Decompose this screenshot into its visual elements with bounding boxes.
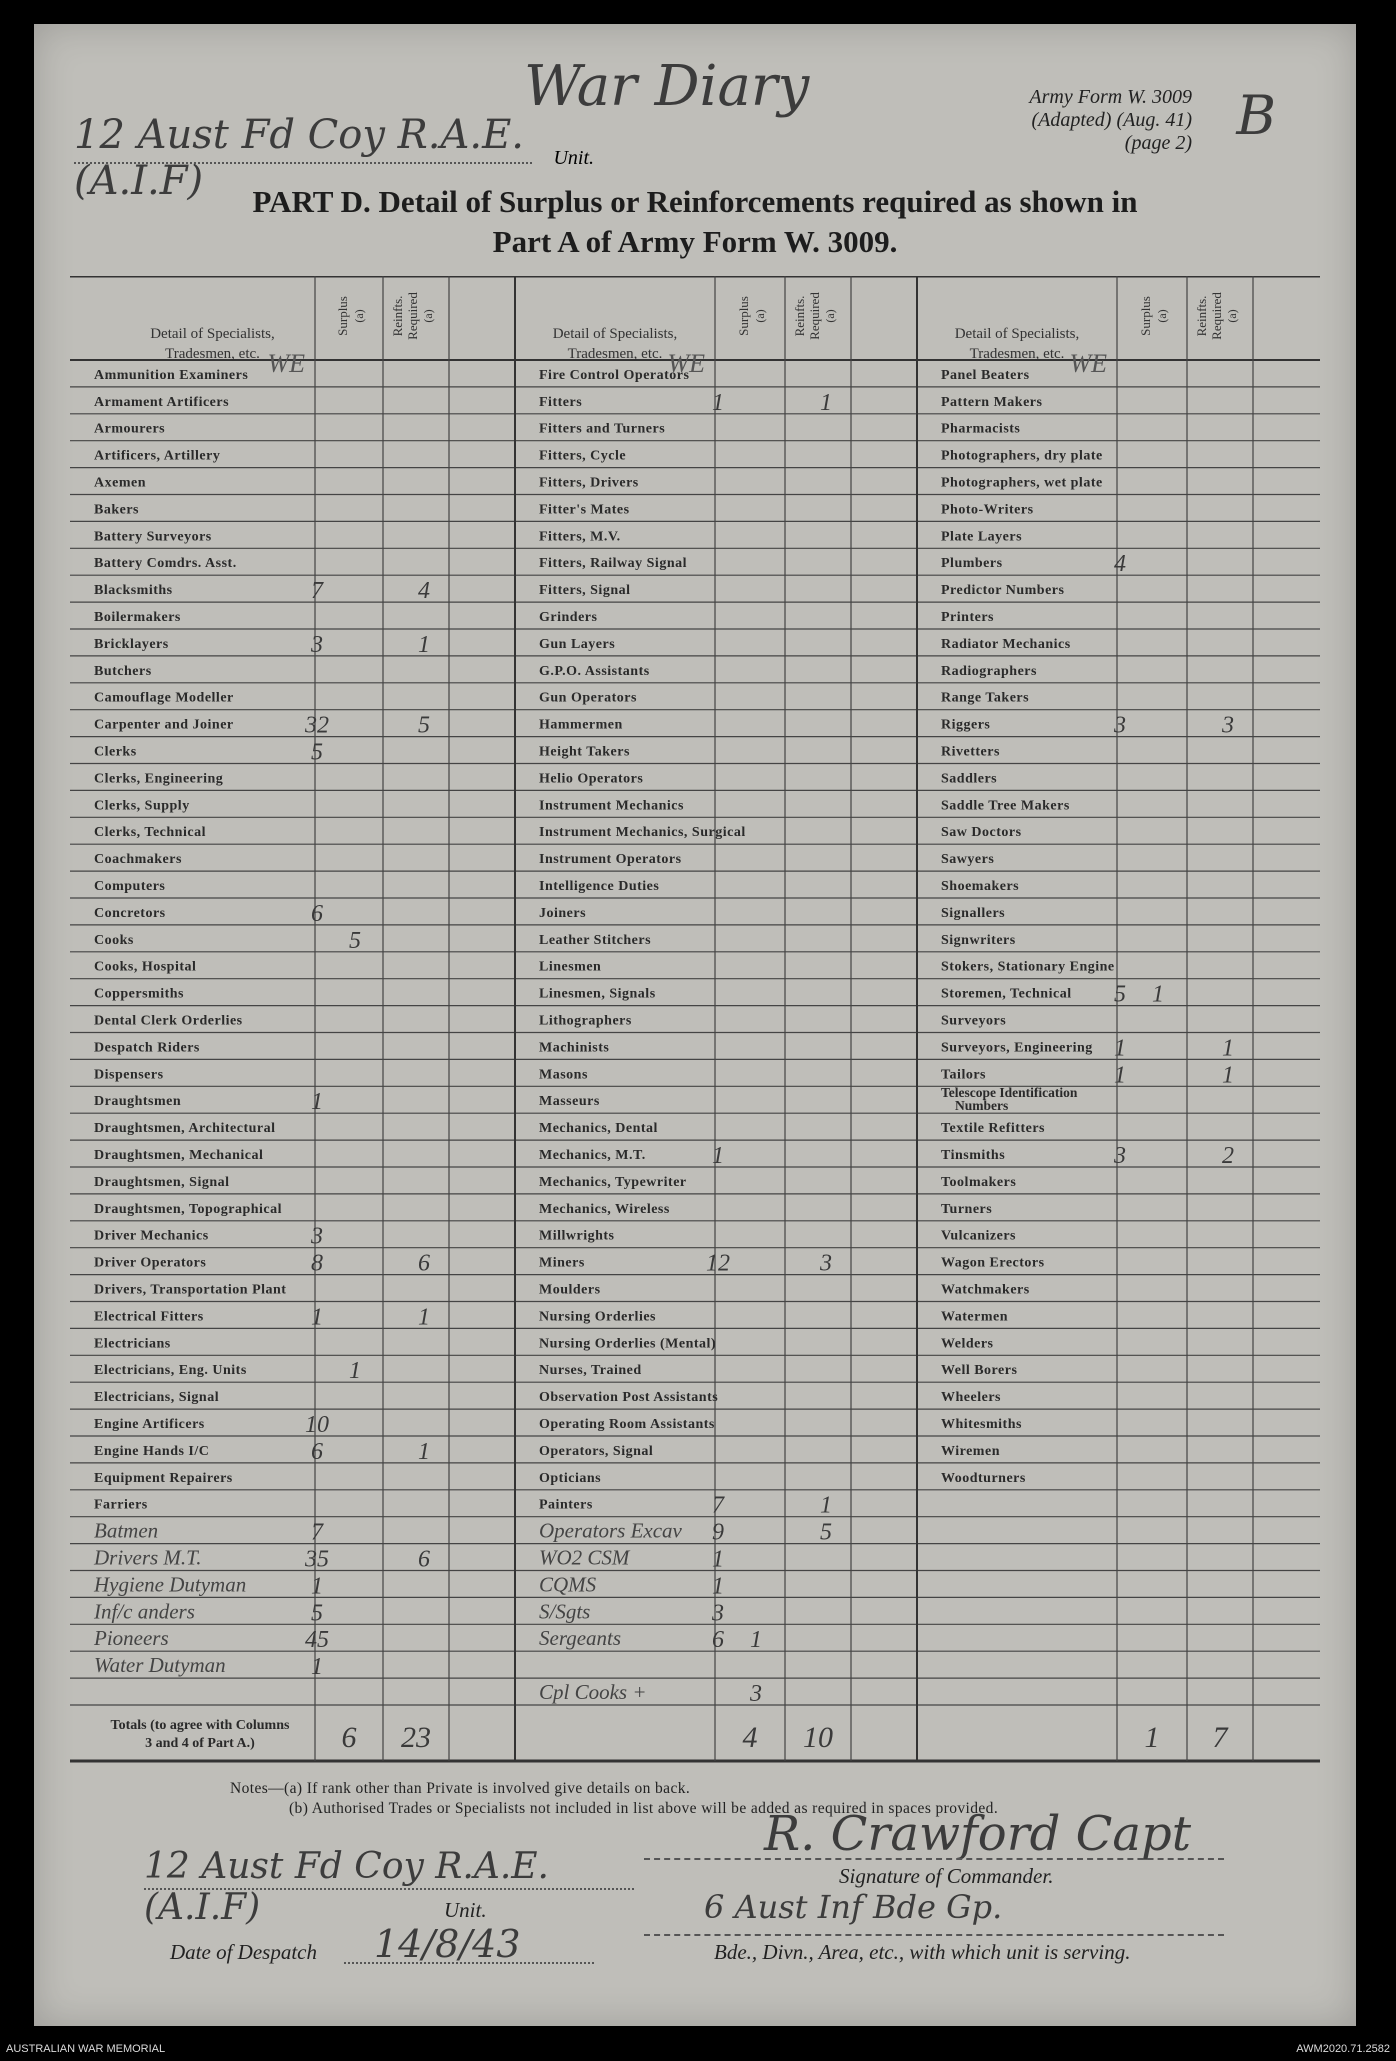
trade-label: Axemen	[94, 475, 146, 491]
header-surplus-note: (a)	[753, 309, 767, 323]
surplus-value: 1	[349, 1358, 361, 1385]
handwritten-trade: Drivers M.T.	[94, 1545, 202, 1570]
we-value: 1	[311, 1573, 323, 1600]
trade-label: G.P.O. Assistants	[539, 663, 650, 679]
we-value: 7	[712, 1492, 724, 1519]
trade-label: Well Borers	[941, 1363, 1018, 1379]
trade-label: Leather Stitchers	[539, 932, 652, 948]
trade-label: Bricklayers	[94, 636, 169, 652]
trade-label: Joiners	[539, 905, 587, 921]
trade-label: Storemen, Technical	[941, 986, 1072, 1002]
header-detail-line2: Tradesmen, etc.	[165, 346, 260, 362]
we-value: 3	[311, 1223, 323, 1250]
handwritten-trade: CQMS	[539, 1572, 597, 1597]
trade-label: Wheelers	[941, 1390, 1001, 1406]
footer-unit-label: Unit.	[444, 1898, 487, 1922]
header-surplus: Surplus	[1138, 296, 1153, 336]
part-d-subtitle: Part A of Army Form W. 3009.	[492, 224, 898, 259]
trade-label: Instrument Mechanics	[539, 798, 684, 814]
trade-label: Electricians, Signal	[94, 1390, 220, 1406]
reinf-value: 1	[418, 631, 430, 658]
trade-label: Tinsmiths	[941, 1148, 1006, 1163]
trade-label: Fitters, Drivers	[539, 475, 639, 491]
handwritten-trade: Water Dutyman	[94, 1653, 226, 1678]
we-value: 45	[305, 1627, 329, 1654]
trade-label: Moulders	[539, 1282, 601, 1298]
trade-label: Watermen	[941, 1309, 1008, 1325]
signature-label: Signature of Commander.	[839, 1864, 1054, 1888]
despatch-date-label: Date of Despatch	[170, 1940, 317, 1964]
trade-label: Clerks, Supply	[94, 798, 190, 814]
form-page: (page 2)	[1124, 132, 1192, 154]
we-value: 1	[712, 1573, 724, 1600]
trade-label: Gun Layers	[539, 636, 616, 652]
handwritten-trade: S/Sgts	[539, 1599, 591, 1624]
surplus-value: 3	[750, 1681, 762, 1707]
trade-label: Fitters, Cycle	[539, 448, 627, 464]
handwritten-trade: Inf/c anders	[94, 1599, 195, 1624]
we-value: 9	[712, 1519, 724, 1546]
trade-label: Battery Comdrs. Asst.	[94, 556, 237, 572]
we-value: 1	[712, 1143, 724, 1169]
watermark-right: AWM2020.71.2582	[1296, 2043, 1390, 2055]
trade-label: Height Takers	[539, 744, 630, 760]
trade-label: Artificers, Artillery	[94, 448, 221, 464]
trade-label: Driver Mechanics	[94, 1228, 209, 1244]
trade-label: Fitters, M.V.	[539, 529, 621, 545]
trade-label: Machinists	[539, 1040, 610, 1056]
trade-label: Wagon Erectors	[941, 1255, 1045, 1271]
we-value: 1	[311, 1089, 323, 1116]
reinf-value: 1	[1222, 1062, 1234, 1089]
trade-label: Surveyors	[941, 1013, 1007, 1029]
we-value: 12	[706, 1250, 730, 1277]
footer-unit-dotted-line	[144, 1888, 634, 1890]
despatch-date-line	[344, 1962, 594, 1964]
reinf-value: 5	[418, 712, 430, 739]
trade-label: Painters	[539, 1497, 593, 1513]
trade-label: Clerks, Engineering	[94, 771, 224, 787]
trade-label: Clerks, Technical	[94, 825, 206, 841]
we-value: 7	[311, 578, 323, 605]
trade-label: Toolmakers	[941, 1174, 1017, 1190]
total-col1-surplus: 6	[341, 1721, 357, 1754]
trade-label: Concretors	[94, 905, 166, 921]
trade-label: Millwrights	[539, 1228, 615, 1244]
reinf-value: 5	[820, 1519, 832, 1546]
trade-label: Numbers	[955, 1098, 1009, 1114]
trade-label: Electrical Fitters	[94, 1309, 204, 1325]
trade-label: Draughtsmen, Architectural	[94, 1121, 276, 1137]
header-reinf-note: (a)	[1225, 309, 1239, 323]
handwritten-trade: Hygiene Dutyman	[94, 1572, 247, 1597]
handwritten-trade: Batmen	[94, 1518, 159, 1543]
trade-label: Photographers, wet plate	[941, 475, 1103, 491]
reinf-value: 1	[820, 389, 832, 416]
trade-label: Coachmakers	[94, 852, 182, 868]
header-surplus-note: (a)	[352, 309, 366, 323]
trade-label: Riggers	[941, 717, 991, 733]
header-reinf: Reinfts.	[390, 295, 405, 337]
we-value: 6	[311, 900, 323, 927]
trade-label: Stokers, Stationary Engine	[941, 959, 1115, 975]
trade-label: Rivetters	[941, 744, 1000, 760]
trade-label: Boilermakers	[94, 610, 181, 625]
trade-label: Shoemakers	[941, 879, 1020, 894]
we-value: 8	[311, 1250, 323, 1277]
total-col3-reinf: 7	[1212, 1721, 1228, 1754]
trade-label: Plumbers	[941, 556, 1003, 572]
trade-label: Fire Control Operators	[539, 367, 690, 383]
trade-label: Surveyors, Engineering	[941, 1040, 1093, 1056]
header-unit-value: 12 Aust Fd Coy R.A.E. (A.I.F)	[74, 112, 524, 204]
we-value: 4	[1114, 551, 1126, 578]
trade-label: Turners	[941, 1201, 993, 1217]
we-value: 1	[1114, 1062, 1126, 1089]
form-number: Army Form W. 3009	[1029, 86, 1192, 108]
trade-label: Linesmen, Signals	[539, 986, 656, 1002]
surplus-value: 5	[349, 927, 361, 954]
trade-label: Operators, Signal	[539, 1443, 654, 1459]
brigade-line	[644, 1934, 1224, 1936]
we-value: 5	[311, 1600, 323, 1627]
trade-label: Panel Beaters	[941, 367, 1030, 383]
trade-label: Draughtsmen	[94, 1094, 182, 1110]
trade-label: Operating Room Assistants	[539, 1417, 715, 1432]
trade-label: Driver Operators	[94, 1255, 207, 1271]
trade-label: Cooks	[94, 932, 134, 948]
trade-label: Blacksmiths	[94, 583, 173, 599]
trade-label: Battery Surveyors	[94, 529, 212, 545]
trade-label: Bakers	[94, 502, 139, 518]
trade-label: Armourers	[94, 421, 166, 437]
trade-label: Saddlers	[941, 771, 998, 787]
commander-signature: R. Crawford Capt	[764, 1806, 1191, 1862]
trade-label: Vulcanizers	[941, 1228, 1016, 1244]
trade-label: Fitter's Mates	[539, 502, 630, 518]
header-reinf-note: (a)	[421, 309, 435, 323]
reinf-value: 1	[1222, 1035, 1234, 1062]
trade-label: Grinders	[539, 610, 598, 625]
note-b: (b) Authorised Trades or Specialists not included in list above will be added as required in spaces provided.	[289, 1800, 999, 1817]
reinf-value: 6	[418, 1250, 430, 1277]
trade-label: Clerks	[94, 744, 137, 760]
trade-label: Pattern Makers	[941, 394, 1043, 410]
trade-label: Pharmacists	[941, 421, 1021, 437]
we-value: 32	[305, 712, 329, 739]
trade-label: Observation Post Assistants	[539, 1390, 719, 1406]
specialists-table	[70, 276, 1320, 1796]
trade-label: Signallers	[941, 905, 1006, 921]
trade-label: Saw Doctors	[941, 825, 1022, 841]
trade-label: Electricians	[94, 1336, 171, 1352]
trade-label: Saddle Tree Makers	[941, 798, 1070, 814]
trade-label: Engine Artificers	[94, 1417, 205, 1432]
header-reinf: Reinfts.	[792, 295, 807, 337]
trade-label: Draughtsmen, Signal	[94, 1174, 230, 1190]
trade-label: Woodturners	[941, 1470, 1026, 1486]
we-value: 1	[1114, 1035, 1126, 1062]
trade-label: Despatch Riders	[94, 1040, 200, 1056]
we-value: 1	[311, 1654, 323, 1681]
part-d-title: PART D. Detail of Surplus or Reinforcements required as shown in	[252, 184, 1138, 219]
trade-label: Masons	[539, 1067, 588, 1083]
header-unit-dotted-line	[74, 162, 532, 164]
signature-line	[644, 1858, 1224, 1860]
trade-label: Mechanics, M.T.	[539, 1148, 646, 1163]
header-detail-line1: Detail of Specialists,	[552, 326, 678, 342]
form-identifier	[972, 86, 1192, 155]
reinf-value: 1	[820, 1492, 832, 1519]
trade-label: Mechanics, Wireless	[539, 1201, 670, 1217]
trade-label: Fitters and Turners	[539, 421, 666, 437]
header-reinf-required: Required	[1209, 292, 1224, 340]
trade-label: Nurses, Trained	[539, 1363, 642, 1379]
handwritten-trade: Operators Excav	[539, 1518, 682, 1543]
reinf-value: 3	[820, 1250, 832, 1277]
header-we-mark: WE	[267, 349, 305, 378]
trade-label: Hammermen	[539, 717, 623, 733]
handwritten-trade: Sergeants	[539, 1626, 622, 1651]
reinf-value: 1	[418, 1304, 430, 1331]
reinf-value: 4	[418, 578, 430, 605]
header-surplus: Surplus	[736, 296, 751, 336]
trade-label: Radiographers	[941, 663, 1037, 679]
trade-label: Printers	[941, 610, 994, 625]
trade-label: Mechanics, Dental	[539, 1121, 658, 1137]
trade-label: Instrument Mechanics, Surgical	[539, 825, 746, 841]
we-value: 3	[311, 631, 323, 658]
we-value: 5	[1114, 981, 1126, 1008]
header-detail-line1: Detail of Specialists,	[150, 326, 275, 342]
trade-label: Fitters, Railway Signal	[539, 556, 687, 572]
total-col2-reinf: 10	[803, 1721, 833, 1754]
reinf-value: 3	[1222, 712, 1234, 739]
trade-label: Whitesmiths	[941, 1417, 1022, 1432]
trade-label: Cooks, Hospital	[94, 959, 197, 975]
trade-label: Dental Clerk Orderlies	[94, 1013, 243, 1029]
trade-label: Equipment Repairers	[94, 1470, 233, 1486]
trade-label: Telescope Identification	[941, 1085, 1078, 1101]
trade-label: Opticians	[539, 1470, 602, 1486]
trade-label: Engine Hands I/C	[94, 1443, 210, 1459]
trade-label: Ammunition Examiners	[94, 367, 249, 383]
header-reinf-required: Required	[405, 292, 420, 340]
header-detail-line1: Detail of Specialists,	[954, 326, 1080, 342]
trade-label: Tailors	[941, 1067, 986, 1083]
handwritten-trade: WO2 CSM	[539, 1545, 630, 1570]
trade-label: Electricians, Eng. Units	[94, 1363, 247, 1379]
reinf-value: 2	[1222, 1143, 1234, 1169]
handwritten-trade: Cpl Cooks +	[539, 1680, 647, 1704]
header-unit-field	[74, 112, 594, 204]
form-adapted: (Adapted) (Aug. 41)	[1031, 109, 1192, 131]
brigade-label: Bde., Divn., Area, etc., with which unit is serving.	[714, 1940, 1131, 1964]
footer-unit-value: 12 Aust Fd Coy R.A.E. (A.I.F)	[144, 1846, 549, 1928]
trade-label: Radiator Mechanics	[941, 636, 1071, 652]
trade-label: Masseurs	[539, 1094, 600, 1110]
header-we-mark: WE	[1069, 349, 1107, 378]
trade-label: Drivers, Transportation Plant	[94, 1282, 287, 1298]
header-we-mark: WE	[667, 349, 705, 378]
trade-label: Plate Layers	[941, 529, 1023, 545]
we-value: 5	[311, 739, 323, 766]
we-value: 1	[712, 389, 724, 416]
we-value: 10	[305, 1412, 329, 1438]
we-value: 3	[712, 1600, 724, 1627]
trade-label: Gun Operators	[539, 690, 637, 706]
trade-label: Nursing Orderlies	[539, 1309, 656, 1325]
form-sheet	[34, 24, 1356, 2026]
surplus-value: 1	[750, 1627, 762, 1654]
trade-label: Range Takers	[941, 690, 1030, 706]
trade-label: Carpenter and Joiner	[94, 717, 234, 733]
header-surplus: Surplus	[335, 296, 350, 336]
reinf-value: 1	[418, 1438, 430, 1465]
trade-label: Intelligence Duties	[539, 879, 660, 894]
trade-label: Nursing Orderlies (Mental)	[539, 1336, 717, 1352]
header-reinf: Reinfts.	[1194, 295, 1209, 337]
trade-label: Instrument Operators	[539, 852, 682, 868]
trade-label: Armament Artificers	[94, 394, 230, 410]
trade-label: Dispensers	[94, 1067, 164, 1083]
trade-label: Predictor Numbers	[941, 583, 1065, 599]
trade-label: Signwriters	[941, 932, 1016, 948]
war-diary-annotation: War Diary	[524, 54, 810, 119]
we-value: 1	[712, 1546, 724, 1573]
trade-label: Linesmen	[539, 959, 602, 975]
trade-label: Draughtsmen, Topographical	[94, 1201, 283, 1217]
header-reinf-note: (a)	[823, 309, 837, 323]
trade-label: Fitters	[539, 394, 583, 410]
brigade-value: 6 Aust Inf Bde Gp.	[704, 1888, 1003, 1926]
trade-label: Mechanics, Typewriter	[539, 1174, 687, 1190]
trade-label: Sawyers	[941, 852, 995, 868]
header-unit-label: Unit.	[553, 147, 594, 169]
trade-label: Camouflage Modeller	[94, 690, 234, 706]
totals-label-line1: Totals (to agree with Columns	[110, 1718, 290, 1733]
watermark-left: AUSTRALIAN WAR MEMORIAL	[6, 2043, 166, 2055]
trade-label: Photo-Writers	[941, 502, 1034, 518]
header-reinf-required: Required	[807, 292, 822, 340]
we-value: 1	[311, 1304, 323, 1331]
we-value: 35	[305, 1546, 329, 1573]
despatch-date-value: 14/8/43	[374, 1922, 521, 1966]
trade-label: Farriers	[94, 1497, 148, 1513]
surplus-value: 1	[1152, 981, 1164, 1008]
trade-label: Photographers, dry plate	[941, 448, 1103, 464]
header-surplus-note: (a)	[1155, 309, 1169, 323]
we-value: 6	[311, 1438, 323, 1465]
trade-label: Lithographers	[539, 1013, 632, 1029]
trade-label: Watchmakers	[941, 1282, 1030, 1298]
handwritten-trade: Pioneers	[94, 1626, 169, 1651]
totals-label-line2: 3 and 4 of Part A.)	[145, 1736, 255, 1751]
total-col2-surplus: 4	[742, 1721, 758, 1754]
trade-label: Miners	[539, 1255, 585, 1271]
trade-label: Wiremen	[941, 1443, 1000, 1459]
trade-label: Fitters, Signal	[539, 583, 631, 599]
trade-label: Draughtsmen, Mechanical	[94, 1148, 264, 1163]
total-col1-reinf: 23	[401, 1721, 431, 1754]
header-detail-line2: Tradesmen, etc.	[969, 346, 1065, 362]
reinf-value: 6	[418, 1546, 430, 1573]
total-col3-surplus: 1	[1144, 1721, 1160, 1754]
we-value: 7	[311, 1519, 323, 1546]
trade-label: Welders	[941, 1336, 994, 1352]
header-detail-line2: Tradesmen, etc.	[567, 346, 663, 362]
trade-label: Computers	[94, 879, 166, 894]
page-letter-mark: B	[1236, 84, 1276, 147]
trade-label: Coppersmiths	[94, 986, 185, 1002]
trade-label: Butchers	[94, 663, 152, 679]
trade-label: Textile Refitters	[941, 1121, 1045, 1137]
we-value: 3	[1114, 1143, 1126, 1169]
note-a: Notes—(a) If rank other than Private is involved give details on back.	[230, 1780, 691, 1797]
trade-label: Helio Operators	[539, 771, 644, 787]
we-value: 6	[712, 1627, 724, 1654]
we-value: 3	[1114, 712, 1126, 739]
